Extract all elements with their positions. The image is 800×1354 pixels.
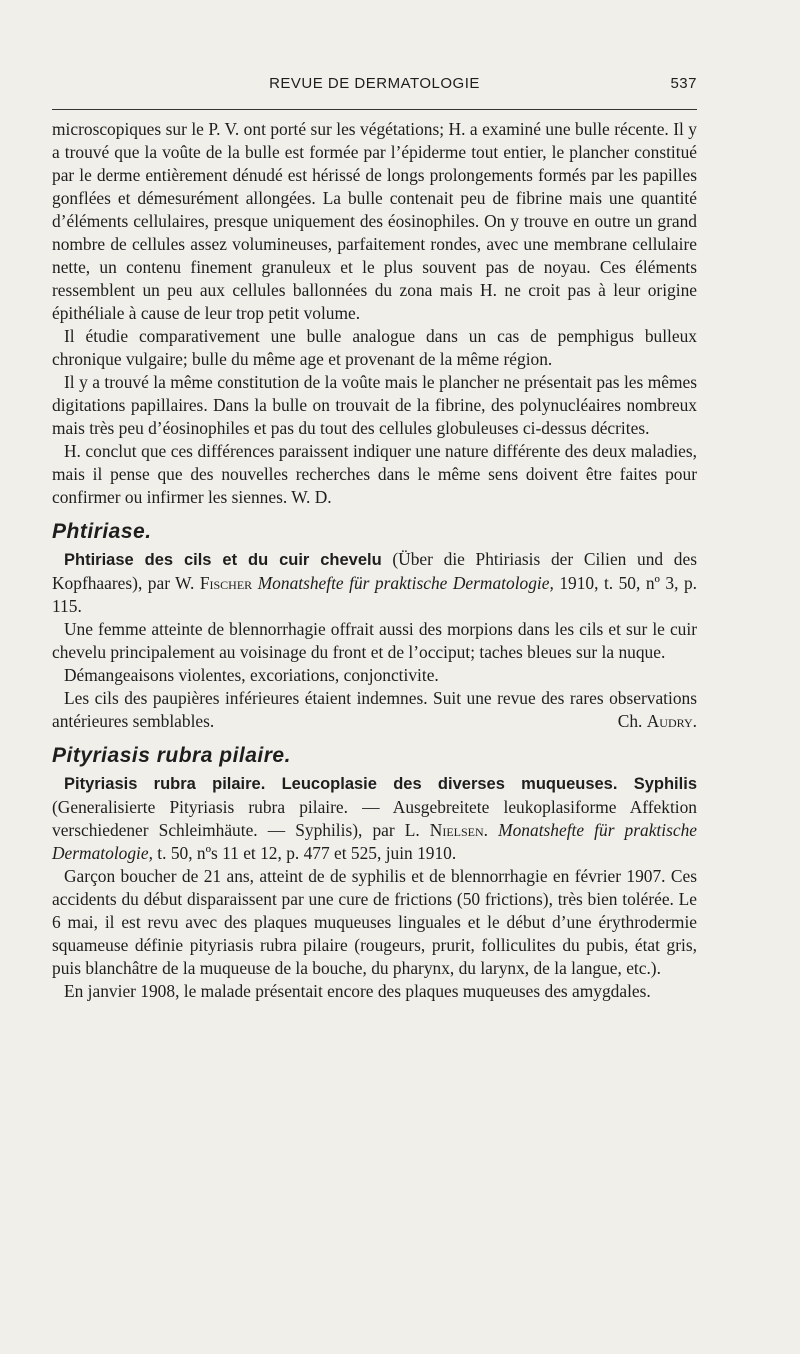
reference-author: Fischer (199, 573, 253, 593)
journal-title: REVUE DE DERMATOLOGIE (269, 75, 480, 92)
paragraph: Démangeaisons violentes, excoriations, conjonctivite. (64, 665, 439, 685)
header-rule (52, 109, 697, 110)
signature-prefix: Ch. (617, 711, 647, 731)
reference (52, 548, 697, 618)
signature-name: Audry. (646, 711, 697, 731)
reference-journal: Monatshefte für praktische Dermatologie, (257, 573, 554, 593)
reference (52, 772, 697, 865)
paragraph: microscopiques sur le P. V. ont porté sur les végétations; H. a examiné une bulle récente. Il y a trouvé que la voûte de la bulle est formée par l’épiderme tout entier, le plancher constitué par le derme entièrement dénudé est hérissé de longs prolongements formés par les papilles gonflées et démesurément allongées. La bulle contenait peu de fibrine mais une quantité d’éléments cellulaires, presque uniquement des éosinophiles. On y trouve en outre un grand nombre de cellules assez volumineuses, parfaitement rondes, avec une membrane cellulaire nette, un contenu finement granuleux et le plus souvent pas de noyau. Ces éléments ressemblent un peu aux cellules ballonnées du zona mais H. ne croit pas à leur origine épithéliale à cause de leur trop petit volume. (52, 119, 697, 323)
paragraph (52, 440, 697, 509)
reference-details: (Über die Phtiriasis der Cilien und des Kopfhaares), par W. (52, 549, 697, 593)
reference-author: Nielsen. (429, 820, 489, 840)
reference-title: Phtiriase des cils et du cuir chevelu (64, 551, 382, 569)
paragraph-text: Les cils des paupières inférieures étaient indemnes. Suit une revue des rares observations antérieures semblables. (52, 688, 697, 731)
reference-details: (Generalisierte Pityriasis rubra pilaire. — Ausgebreitete leukoplasiforme Affektion verschiedener Schleimhäute. — Syphilis), par L. (52, 797, 697, 840)
paragraph: Une femme atteinte de blennorrhagie offrait aussi des morpions dans les cils et sur le cuir chevelu principalement au voisinage du front et de l’occiput; taches bleues sur la nuque. (52, 619, 697, 662)
paragraph: Il étudie comparativement une bulle analogue dans un cas de pemphigus bulleux chronique vulgaire; bulle du même age et provenant de la même région. (52, 326, 697, 369)
reference-journal: Monatshefte für praktische Dermatologie, (52, 820, 697, 863)
running-head (52, 75, 697, 99)
article-body (52, 118, 697, 1003)
reference-title: Pityriasis rubra pilaire. Leucoplasie des diverses muqueuses. Syphilis (64, 775, 697, 793)
page-number: 537 (670, 75, 697, 92)
signature: W. D. (291, 487, 332, 507)
paragraph: En janvier 1908, le malade présentait encore des plaques muqueuses des amygdales. (64, 981, 651, 1001)
section-heading-pityriasis: Pityriasis rubra pilaire. (52, 744, 291, 767)
paragraph-text: H. conclut que ces différences paraissent indiquer une nature différente des deux maladies, mais il pense que des nouvelles recherches dans le même sens doivent être faites pour confirmer ou infirmer les siennes. (52, 441, 697, 507)
section-heading-phtiriase: Phtiriase. (52, 520, 152, 543)
reference-citation: t. 50, nºs 11 et 12, p. 477 et 525, juin 1910. (152, 843, 457, 863)
signature (606, 710, 697, 733)
paragraph (52, 687, 697, 733)
paragraph: Il y a trouvé la même constitution de la voûte mais le plancher ne présentait pas les mêmes digitations papillaires. Dans la bulle on trouvait de la fibrine, des polynucléaires nombreux mais très peu d’éosinophiles et pas du tout des cellules globuleuses ci-dessus décrites. (52, 372, 697, 438)
paragraph: Garçon boucher de 21 ans, atteint de de syphilis et de blennorrhagie en février 1907. Ces accidents du début disparaissent par une cure de frictions (50 frictions), très bien tolérée. Le 6 mai, il est revu avec des plaques muqueuses linguales et le début d’une érythrodermie squameuse définie pityriasis rubra pilaire (rougeurs, prurit, folliculites du pubis, état gris, puis blanchâtre de la muqueuse de la bouche, du pharynx, du larynx, de la langue, etc.). (52, 866, 697, 978)
reference-citation: 1910, t. 50, nº 3, p. 115. (52, 573, 697, 616)
